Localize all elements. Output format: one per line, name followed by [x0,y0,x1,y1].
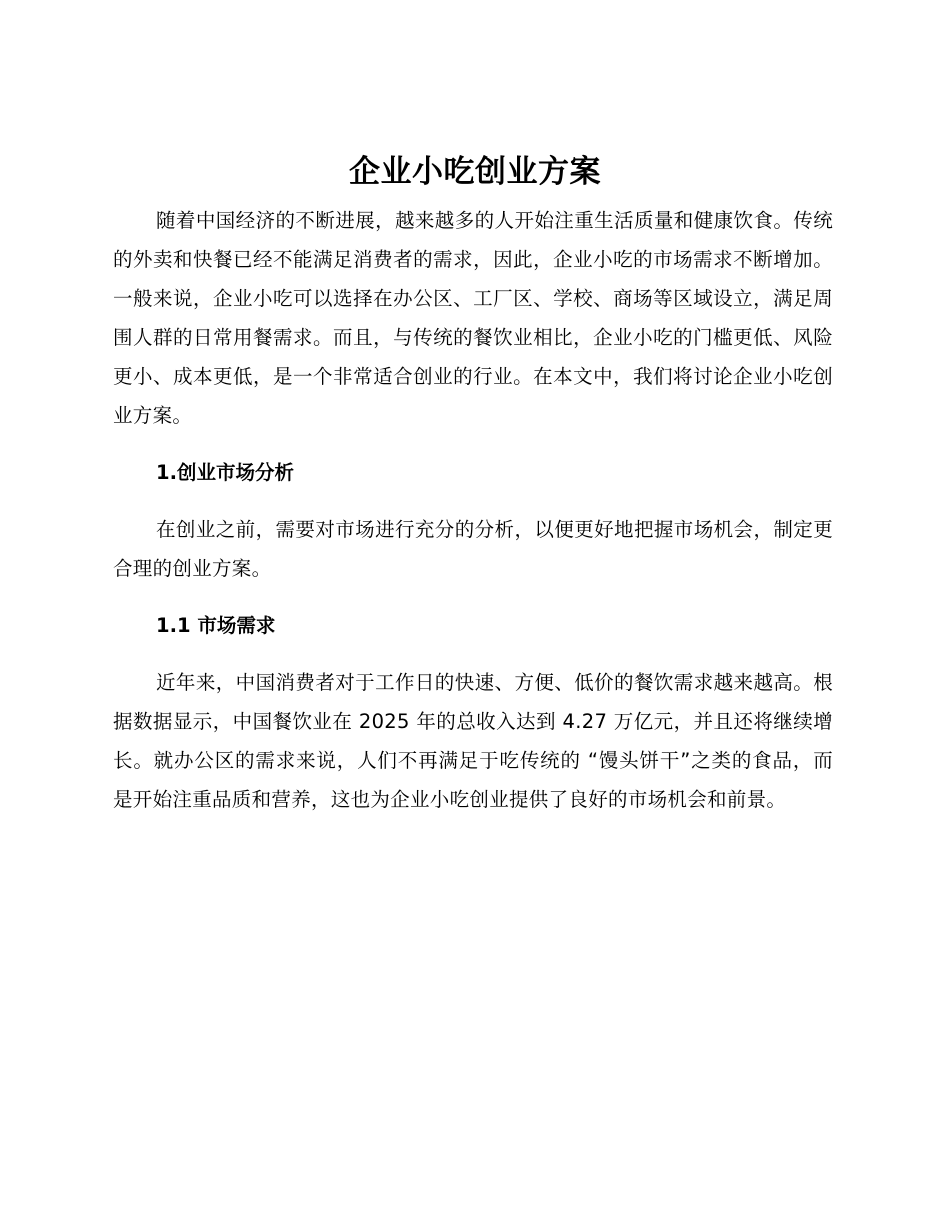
spacer [113,588,833,606]
spacer [113,435,833,453]
intro-paragraph: 随着中国经济的不断进展，越来越多的人开始注重生活质量和健康饮食。传统的外卖和快餐已经不能满足消费者的需求，因此，企业小吃的市场需求不断增加。一般来说，企业小吃可以选择在办公区、工厂区、学校、商场等区域设立，满足周围人群的日常用餐需求。而且，与传统的餐饮业相比，企业小吃的门槛更低、风险更小、成本更低，是一个非常适合创业的行业。在本文中，我们将讨论企业小吃创业方案。 [113,209,833,427]
spacer [113,645,833,663]
section-heading-market-demand: 1.1 市场需求 [156,614,276,637]
document-body [113,201,833,819]
document-title: 企业小吃创业方案 [349,154,601,190]
spacer [113,492,833,510]
market-demand-paragraph: 近年来，中国消费者对于工作日的快速、方便、低价的餐饮需求越来越高。根据数据显示，中国餐饮业在 2025 年的总收入达到 4.27 万亿元，并且还将继续增长。就办公区的需求来说，人们不再满足于吃传统的 “馒头饼干”之类的食品，而是开始注重品质和营养，这也为企业小吃创业提供了良好的市场机会和前景。 [113,671,833,811]
section-heading-market-analysis: 1.创业市场分析 [156,461,294,484]
market-analysis-paragraph: 在创业之前，需要对市场进行充分的分析，以便更好地把握市场机会，制定更合理的创业方案。 [113,518,833,580]
